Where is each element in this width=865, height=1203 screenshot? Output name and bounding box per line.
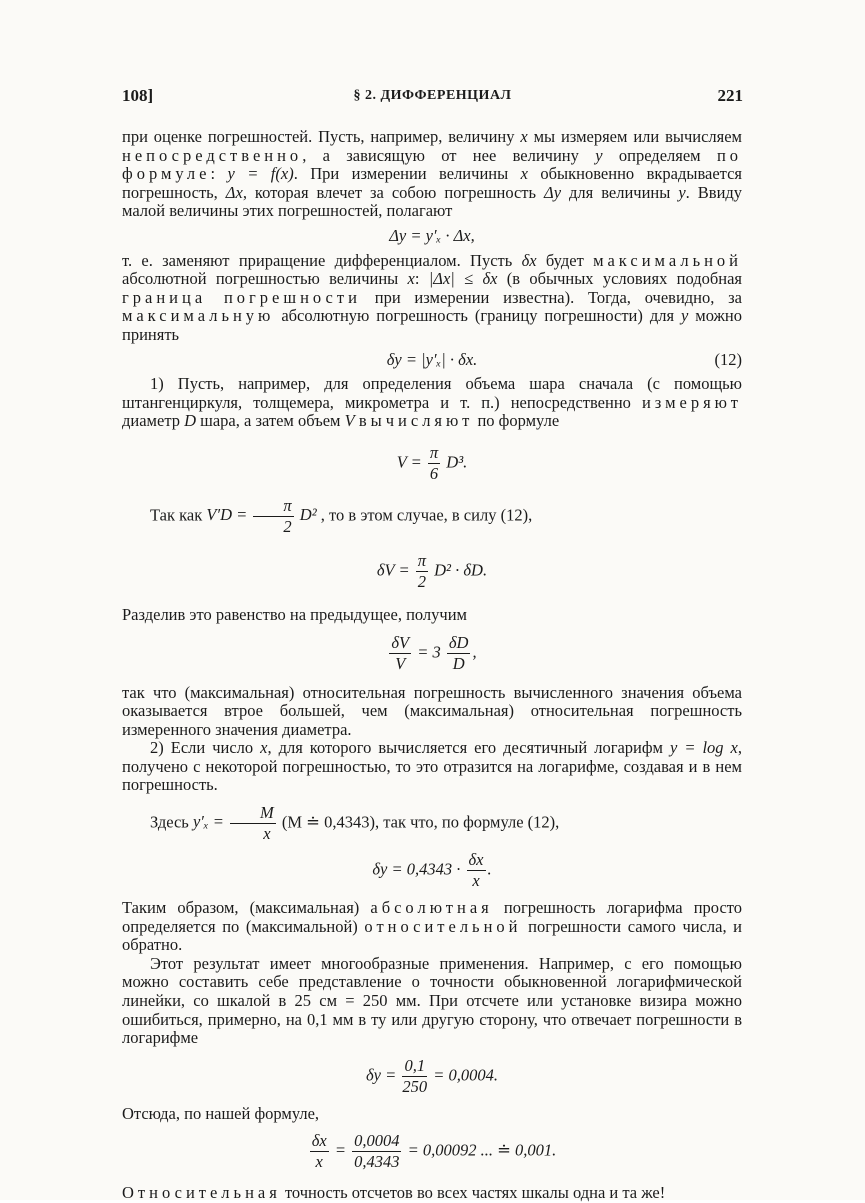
paragraph-6: так что (максимальная) относительная погрешность вычисленного значения объема оказывается втрое большей, чем (максимальная) относительная погрешность измеренного значения диаметра. bbox=[122, 682, 742, 739]
equation-12: δy = |y′ₓ| · δx. (12) bbox=[386, 349, 742, 369]
chapter-title: § 2. ДИФФЕРЕНЦИАЛ bbox=[353, 88, 512, 103]
equation-ratio: $\frac{\delta V}{V}$ = 3 $\frac{\delta D}{D}$ , bbox=[391, 632, 477, 673]
paragraph-7: 2) Если число x, для которого вычисляется его десятичный логарифм y = log x, получено с некоторой погрешностью, то это отразится на логарифме, создавая и в нем погрешность. bbox=[122, 738, 742, 795]
page-number: 221 bbox=[717, 86, 743, 105]
running-header bbox=[122, 86, 743, 110]
paragraph-12: Относительная точность отсчетов во всех частях шкалы одна и та же! bbox=[122, 1183, 666, 1203]
paragraph-1: при оценке погрешностей. Пусть, например, величину x мы измеряем или вычисляем непосредственно, а зависящую от нее величину y определяем по формуле: y = f(x). При измерении величины x обыкновенно вкрадывается погрешность, Δx, которая влечет за собою погрешность Δy для величины y. Ввиду малой величины этих погрешностей, полагают bbox=[122, 127, 743, 221]
equation-volume: V = $\frac{\pi}{6}$ D³. bbox=[396, 442, 468, 483]
paragraph-5: Разделив это равенство на предыдущее, получим bbox=[122, 604, 467, 624]
equation-dv: δV = $\frac{\pi}{2}$ D² · δD. bbox=[376, 550, 488, 591]
paragraph-8: Здесь y′ₓ = $\frac{M}{x}$ (M ≐ 0,4343), так что, по формуле (12), bbox=[150, 803, 560, 844]
equation-dy-value: δy = $\frac{0,1}{250}$ = 0,0004. bbox=[365, 1055, 499, 1096]
equation-increment: Δy = y′ₓ · Δx, bbox=[389, 225, 475, 245]
equation-number: (12) bbox=[714, 349, 742, 369]
equation-dy-log: δy = 0,4343 · $\frac{\delta x}{x}$ . bbox=[372, 850, 492, 891]
paragraph-11: Отсюда, по нашей формуле, bbox=[122, 1103, 320, 1123]
page-body bbox=[122, 128, 742, 1203]
paragraph-4: Так как V′D = $\frac{\pi}{2}$ D² , то в этом случае, в силу (12), bbox=[150, 495, 533, 536]
paragraph-3: 1) Пусть, например, для определения объема шара сначала (с помощью штангенциркуля, толщемера, микрометра и т. п.) непосредственно измеряют диаметр D шара, а затем объем V вычисляют по формуле bbox=[122, 374, 742, 431]
paragraph-2: т. е. заменяют приращение дифференциалом. Пусть δx будет максимальной абсолютной погрешностью величины x: |Δx| ≤ δx (в обычных условиях подобная граница погрешности при измерении известна). Тогда, очевидно, за максимальную абсолютную погрешность (границу погрешности) для y можно принять bbox=[122, 250, 743, 344]
equation-dx-value: $\frac{\delta x}{x}$ = $\frac{0,0004}{0,4343}$ = 0,00092 ... ≐ 0,001. bbox=[311, 1131, 557, 1172]
paragraph-10: Этот результат имеет многообразные применения. Например, с его помощью можно составить себе представление о точности обыкновенной логарифмической линейки, со шкалой в 25 см = 250 мм. При отсчете или установке визира можно ошибиться, примерно, на 0,1 мм в ту или другую сторону, что отвечает погрешности в логарифме bbox=[122, 953, 742, 1048]
section-marker: 108] bbox=[122, 86, 154, 105]
paragraph-9: Таким образом, (максимальная) абсолютная погрешность логарифма просто определяется по (максимальной) относительной погрешности самого числа, и обратно. bbox=[122, 898, 743, 955]
